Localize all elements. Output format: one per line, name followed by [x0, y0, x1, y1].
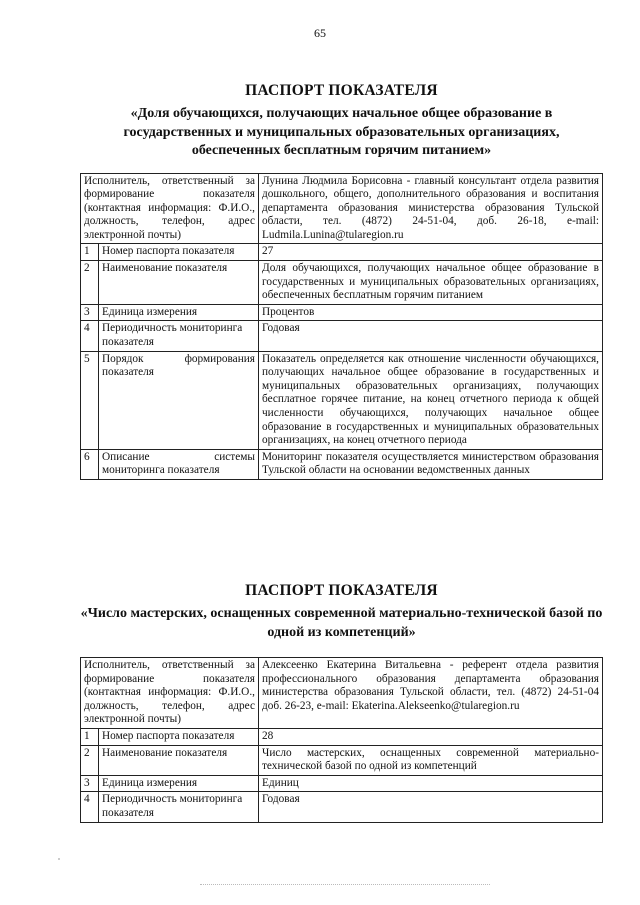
table-row [81, 351, 603, 449]
passport-heading: ПАСПОРТ ПОКАЗАТЕЛЯ [245, 582, 438, 599]
table-row [81, 261, 603, 305]
executor-value: Лунина Людмила Борисовна - главный консультант отдела развития дошкольного, общего, дополнительного образования и воспитания департамента образования министерства образования Тульской области, тел. (4872) 24-51-04, доб. 26-18, e-mail: Ludmila.Lunina@tularegion.ru [259, 173, 603, 244]
table-row [81, 449, 603, 479]
row-number: 3 [81, 775, 99, 792]
scan-speck [58, 858, 60, 860]
row-number: 4 [81, 321, 99, 351]
passport-subtitle: «Число мастерских, оснащенных современной материально-технической базой по одной из компетенций» [80, 606, 603, 640]
row-name: Наименование показателя [99, 745, 259, 775]
row-number: 4 [81, 792, 99, 822]
table-row [81, 745, 603, 775]
table-row [81, 321, 603, 351]
row-name: Единица измерения [99, 304, 259, 321]
table-row-executor [81, 658, 603, 729]
row-value: Доля обучающихся, получающих начальное общее образование в государственных и муниципальных образовательных организациях, обеспеченных бесплатным горячим питанием [259, 261, 603, 305]
executor-label: Исполнитель, ответственный за формирование показателя (контактная информация: Ф.И.О., должность, телефон, адрес электронной почты) [81, 173, 259, 244]
row-name: Периодичность мониторинга показателя [99, 321, 259, 351]
row-value: Число мастерских, оснащенных современной материально-технической базой по одной из компетенций [259, 745, 603, 775]
table-row [81, 244, 603, 261]
passport-subtitle: «Доля обучающихся, получающих начальное общее образование в государственных и муниципальных образовательных организациях, обеспеченных бесплатным горячим питанием» [123, 106, 560, 158]
row-name: Номер паспорта показателя [99, 728, 259, 745]
indicator-passport-27 [80, 82, 603, 480]
row-value: Годовая [259, 321, 603, 351]
row-value: Единиц [259, 775, 603, 792]
row-value: Показатель определяется как отношение численности обучающихся, получающих начальное общее образование в государственных и муниципальных образовательных организациях, получающих бесплатное горячее питание, на конец отчетного периода к общей численности обучающихся, получающих начальное общее образование в государственных и муниципальных образовательных организациях, на конец отчетного периода [259, 351, 603, 449]
indicator-passport-28 [80, 582, 603, 823]
row-value: 28 [259, 728, 603, 745]
row-number: 2 [81, 261, 99, 305]
executor-label: Исполнитель, ответственный за формирование показателя (контактная информация: Ф.И.О., должность, телефон, адрес электронной почты) [81, 658, 259, 729]
row-number: 2 [81, 745, 99, 775]
row-value: Годовая [259, 792, 603, 822]
row-number: 1 [81, 728, 99, 745]
row-number: 3 [81, 304, 99, 321]
table-row [81, 775, 603, 792]
table-row [81, 728, 603, 745]
row-name: Наименование показателя [99, 261, 259, 305]
row-number: 1 [81, 244, 99, 261]
row-value: Мониторинг показателя осуществляется министерством образования Тульской области на основании ведомственных данных [259, 449, 603, 479]
row-name: Описание системы мониторинга показателя [99, 449, 259, 479]
row-number: 5 [81, 351, 99, 449]
passport-heading: ПАСПОРТ ПОКАЗАТЕЛЯ [245, 82, 438, 99]
row-value: Процентов [259, 304, 603, 321]
passport-table [80, 657, 603, 823]
page-number: 65 [314, 26, 326, 40]
table-row [81, 304, 603, 321]
scan-artifact-line [200, 884, 490, 887]
passport-table [80, 173, 603, 480]
table-row-executor [81, 173, 603, 244]
row-name: Единица измерения [99, 775, 259, 792]
row-value: 27 [259, 244, 603, 261]
executor-value: Алексеенко Екатерина Витальевна - референт отдела развития профессионального образования департамента образования министерства образования Тульской области, тел. (4872) 24-51-04 доб. 26-23, e-mail: Ekaterina.Alekseenko@tularegion.ru [259, 658, 603, 729]
row-number: 6 [81, 449, 99, 479]
row-name: Номер паспорта показателя [99, 244, 259, 261]
row-name: Порядок формирования показателя [99, 351, 259, 449]
table-row [81, 792, 603, 822]
row-name: Периодичность мониторинга показателя [99, 792, 259, 822]
